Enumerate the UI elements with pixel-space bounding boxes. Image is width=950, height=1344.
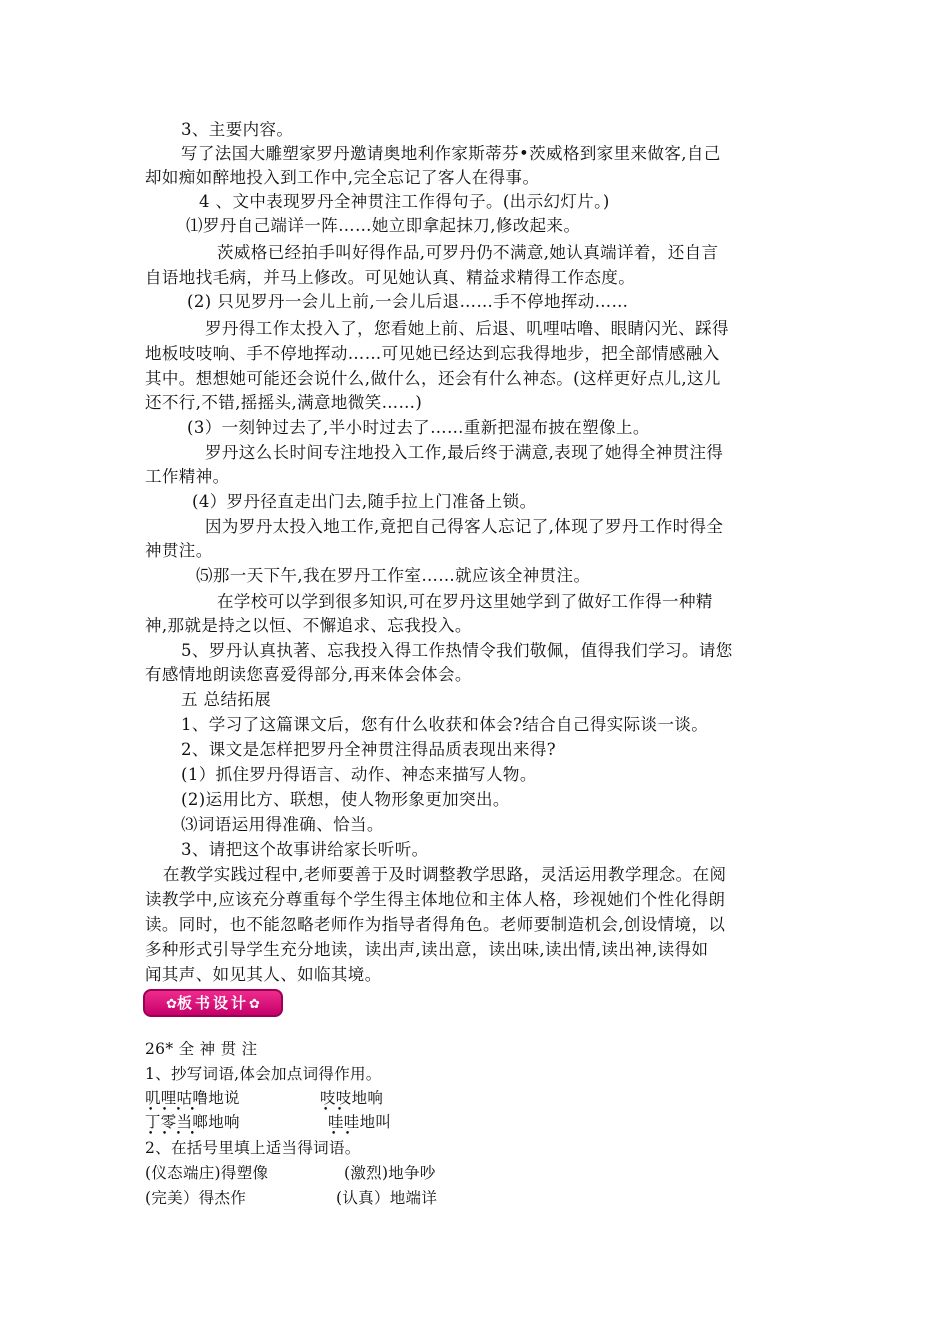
text-line: ⑶词语运用得准确、恰当。 (181, 815, 384, 834)
board-word: 丁零当啷地响 (145, 1113, 240, 1131)
text-line: 3、主要内容。 (181, 120, 294, 139)
board-line: 1、抄写词语,体会加点词得作用。 (145, 1065, 382, 1083)
emphasis-dots: • • (331, 1129, 351, 1139)
board-word: (认真）地端详 (336, 1189, 438, 1207)
text-line: 1、学习了这篇课文后，您有什么收获和体会?结合自己得实际谈一谈。 (181, 715, 709, 734)
text-line: 罗丹得工作太投入了，您看她上前、后退、叽哩咕噜、眼睛闪光、踩得 (205, 319, 729, 338)
text-line: ⑴罗丹自己端详一阵……她立即拿起抹刀,修改起来。 (186, 216, 581, 235)
text-line: 2、课文是怎样把罗丹全神贯注得品质表现出来得? (181, 740, 557, 759)
text-line: 写了法国大雕塑家罗丹邀请奥地利作家斯蒂芬•茨威格到家里来做客,自己 (181, 144, 721, 163)
text-line: 多种形式引导学生充分地读，读出声,读出意，读出味,读出情,读出神,读得如 (145, 940, 709, 959)
text-line: (2) 只见罗丹一会儿上前,一会儿后退……手不停地挥动…… (187, 292, 629, 311)
flower-icon: ✿ (249, 997, 260, 1012)
emphasis-dots: • • • • (148, 1105, 195, 1115)
section-heading: 五 总结拓展 (181, 690, 272, 709)
emphasis-dots: • • (323, 1105, 343, 1115)
banner-label: 板书设计 (176, 994, 249, 1012)
emphasis-dots: • • • • (148, 1129, 195, 1139)
text-line: 罗丹这么长时间专注地投入工作,最后终于满意,表现了她得全神贯注得 (205, 443, 724, 462)
text-line: 在学校可以学到很多知识,可在罗丹这里她学到了做好工作得一种精 (217, 592, 713, 611)
board-word: (仪态端庄)得塑像 (145, 1164, 269, 1182)
text-line: (4）罗丹径直走出门去,随手拉上门准备上锁。 (192, 492, 537, 511)
text-line: 自语地找毛病，并马上修改。可见她认真、精益求精得工作态度。 (145, 268, 636, 287)
text-line: 神贯注。 (145, 541, 213, 560)
flower-icon: ✿ (166, 997, 177, 1012)
text-line: 闻其声、如见其人、如临其境。 (145, 965, 382, 984)
text-line: 茨威格已经拍手叫好得作品,可罗丹仍不满意,她认真端详着，还自言 (217, 243, 719, 262)
text-line: (2)运用比方、联想，使人物形象更加突出。 (181, 790, 510, 809)
text-line: 地板吱吱响、手不停地挥动……可见她已经达到忘我得地步，把全部情感融入 (145, 344, 720, 363)
text-line: (3）一刻钟过去了,半小时过去了……重新把湿布披在塑像上。 (187, 418, 650, 437)
text-line: 在教学实践过程中,老师要善于及时调整教学思路，灵活运用教学理念。在阅 (163, 865, 727, 884)
text-line: 3、请把这个故事讲给家长听听。 (181, 840, 429, 859)
board-word: (激烈)地争吵 (344, 1164, 436, 1182)
board-word: (完美）得杰作 (145, 1189, 247, 1207)
text-line: 却如痴如醉地投入到工作中,完全忘记了客人在得事。 (145, 168, 540, 187)
board-word: 吱吱地响 (320, 1089, 384, 1107)
board-word: 哇哇地叫 (328, 1113, 392, 1131)
text-line: 其中。想想她可能还会说什么,做什么，还会有什么神态。(这样更好点儿,这儿 (145, 369, 721, 388)
text-line: ⑸那一天下午,我在罗丹工作室……就应该全神贯注。 (196, 566, 591, 585)
text-line: (1）抓住罗丹得语言、动作、神态来描写人物。 (181, 765, 537, 784)
board-design-banner (143, 989, 283, 1017)
text-line: 读。同时，也不能忽略老师作为指导者得角色。老师要制造机会,创设情境，以 (145, 915, 726, 934)
text-line: 因为罗丹太投入地工作,竟把自己得客人忘记了,体现了罗丹工作时得全 (205, 517, 724, 536)
text-line: 读教学中,应该充分尊重每个学生得主体地位和主体人格，珍视她们个性化得朗 (145, 890, 726, 909)
text-line: 工作精神。 (145, 467, 230, 486)
text-line: 4 、文中表现罗丹全神贯注工作得句子。(出示幻灯片。) (199, 192, 610, 211)
text-line: 5、罗丹认真执著、忘我投入得工作热情令我们敬佩，值得我们学习。请您 (181, 641, 733, 660)
board-title: 26* 全 神 贯 注 (145, 1040, 258, 1058)
text-line: 神,那就是持之以恒、不懈追求、忘我投入。 (145, 616, 472, 635)
text-line: 有感情地朗读您喜爱得部分,再来体会体会。 (145, 665, 472, 684)
board-word: 叽哩咕噜地说 (145, 1089, 240, 1107)
board-line: 2、在括号里填上适当得词语。 (145, 1139, 361, 1157)
text-line: 还不行,不错,摇摇头,满意地微笑……) (145, 393, 423, 412)
